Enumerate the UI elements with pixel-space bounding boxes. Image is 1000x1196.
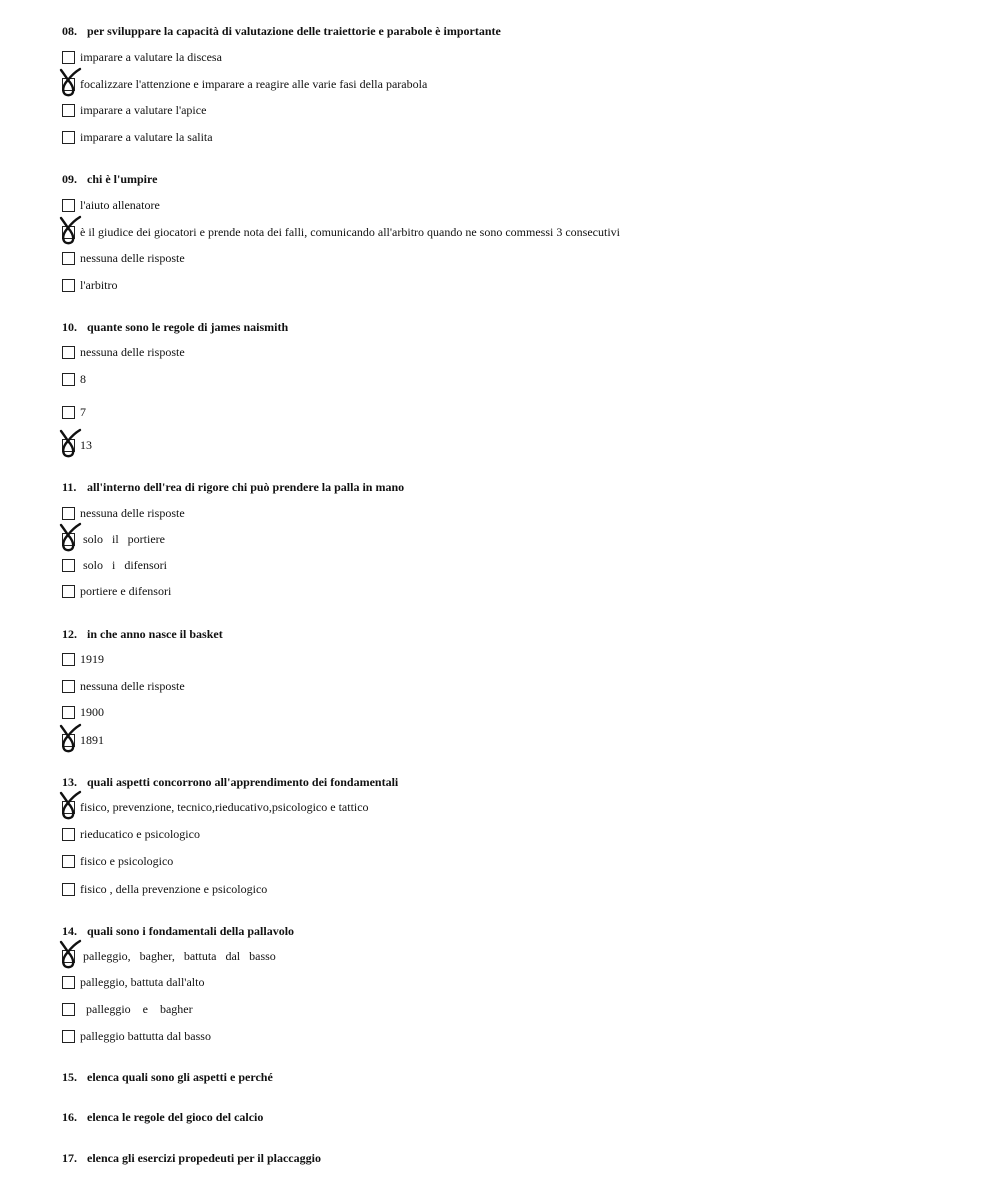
question-text: elenca quali sono gli aspetti e perché	[87, 1070, 273, 1084]
answer-option-label: 7	[80, 405, 86, 419]
question-number: 14.	[62, 924, 77, 938]
answer-option-label: nessuna delle risposte	[80, 506, 185, 520]
answer-option-label: nessuna delle risposte	[80, 679, 185, 693]
checkbox[interactable]	[62, 104, 75, 117]
answer-option-label: nessuna delle risposte	[80, 251, 185, 265]
answer-option-label: palleggio battutta dal basso	[80, 1029, 211, 1043]
question-text: per sviluppare la capacità di valutazione delle traiettorie e parabole è importante	[87, 24, 501, 38]
question-number: 08.	[62, 24, 77, 38]
question-number: 09.	[62, 172, 77, 186]
question-number: 17.	[62, 1151, 77, 1165]
answer-option-label: palleggio, battuta dall'alto	[80, 975, 205, 989]
question-number: 13.	[62, 775, 77, 789]
checkbox[interactable]	[62, 1030, 75, 1043]
handwritten-check-icon	[58, 428, 82, 458]
answer-option-label: 1900	[80, 705, 104, 719]
answer-option-label: palleggio, bagher, battuta dal basso	[80, 949, 276, 963]
answer-option-label: solo il portiere	[80, 532, 165, 546]
answer-option-label: rieducatico e psicologico	[80, 827, 200, 841]
checkbox[interactable]	[62, 507, 75, 520]
answer-option-label: nessuna delle risposte	[80, 345, 185, 359]
question-text: quali sono i fondamentali della pallavolo	[87, 924, 295, 938]
answer-option-label: l'aiuto allenatore	[80, 198, 160, 212]
question-text: chi è l'umpire	[87, 172, 158, 186]
checkbox[interactable]	[62, 199, 75, 212]
answer-option-label: 1891	[80, 733, 104, 747]
answer-option-label: imparare a valutare la discesa	[80, 50, 222, 64]
question-text: elenca gli esercizi propedeuti per il placcaggio	[87, 1151, 321, 1165]
handwritten-check-icon	[58, 723, 82, 753]
question-heading	[62, 1151, 321, 1166]
question-number: 16.	[62, 1110, 77, 1124]
handwritten-check-icon	[58, 522, 82, 552]
question-heading	[62, 480, 404, 495]
question-text: quante sono le regole di james naismith	[87, 320, 289, 334]
checkbox[interactable]	[62, 131, 75, 144]
question-heading	[62, 924, 294, 939]
answer-option-label: è il giudice dei giocatori e prende nota dei falli, comunicando all'arbitro quando ne sono commessi 3 consecutivi	[80, 225, 620, 239]
question-heading	[62, 627, 223, 642]
checkbox[interactable]	[62, 279, 75, 292]
checkbox[interactable]	[62, 855, 75, 868]
question-heading	[62, 24, 501, 39]
question-text: quali aspetti concorrono all'apprendimento dei fondamentali	[87, 775, 399, 789]
question-heading	[62, 1070, 273, 1085]
answer-option-label: 8	[80, 372, 86, 386]
answer-option-label: portiere e difensori	[80, 584, 172, 598]
question-number: 12.	[62, 627, 77, 641]
question-text: elenca le regole del gioco del calcio	[87, 1110, 264, 1124]
checkbox[interactable]	[62, 883, 75, 896]
checkbox[interactable]	[62, 1003, 75, 1016]
checkbox[interactable]	[62, 559, 75, 572]
question-number: 15.	[62, 1070, 77, 1084]
handwritten-check-icon	[58, 67, 82, 97]
question-text: in che anno nasce il basket	[87, 627, 223, 641]
question-heading	[62, 320, 288, 335]
handwritten-check-icon	[58, 790, 82, 820]
question-number: 10.	[62, 320, 77, 334]
checkbox[interactable]	[62, 680, 75, 693]
checkbox[interactable]	[62, 406, 75, 419]
checkbox[interactable]	[62, 51, 75, 64]
question-number: 11.	[62, 480, 77, 494]
answer-option-label: imparare a valutare l'apice	[80, 103, 207, 117]
answer-option-label: solo i difensori	[80, 558, 167, 572]
question-heading	[62, 1110, 263, 1125]
checkbox[interactable]	[62, 373, 75, 386]
checkbox[interactable]	[62, 252, 75, 265]
question-text: all'interno dell'rea di rigore chi può prendere la palla in mano	[87, 480, 405, 494]
answer-option-label: 1919	[80, 652, 104, 666]
handwritten-check-icon	[58, 215, 82, 245]
question-heading	[62, 172, 157, 187]
answer-option-label: l'arbitro	[80, 278, 118, 292]
answer-option-label: fisico, prevenzione, tecnico,rieducativo,psicologico e tattico	[80, 800, 369, 814]
handwritten-check-icon	[58, 939, 82, 969]
answer-option-label: imparare a valutare la salita	[80, 130, 213, 144]
answer-option-label: palleggio e bagher	[80, 1002, 193, 1016]
checkbox[interactable]	[62, 706, 75, 719]
question-heading	[62, 775, 398, 790]
answer-option-label: fisico , della prevenzione e psicologico	[80, 882, 268, 896]
checkbox[interactable]	[62, 828, 75, 841]
checkbox[interactable]	[62, 346, 75, 359]
checkbox[interactable]	[62, 653, 75, 666]
answer-option-label: 13	[80, 438, 92, 452]
checkbox[interactable]	[62, 976, 75, 989]
answer-option-label: fisico e psicologico	[80, 854, 174, 868]
checkbox[interactable]	[62, 585, 75, 598]
answer-option-label: focalizzare l'attenzione e imparare a reagire alle varie fasi della parabola	[80, 77, 428, 91]
